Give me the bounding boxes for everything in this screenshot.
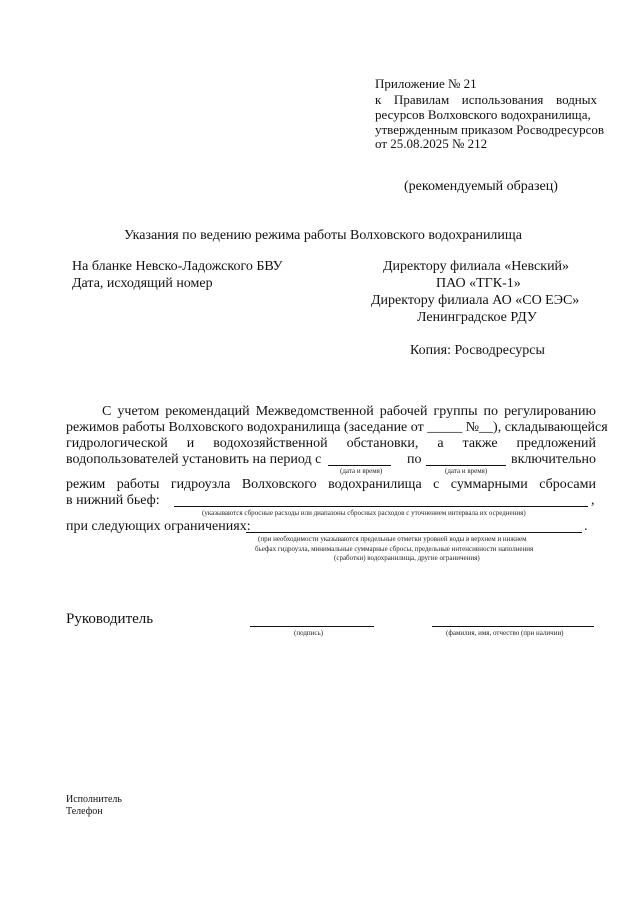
period-end-field[interactable]	[426, 465, 506, 466]
body-line-6: в нижний бьеф:	[66, 493, 160, 508]
phone-label: Телефон	[66, 806, 103, 817]
header-line-3: утвержденным приказом Росводресурсов	[375, 122, 604, 137]
constraints-hint-3: (сработки) водохранилища, другие ограничения)	[334, 554, 480, 562]
constraints-hint-1: (при необходимости указываются предельные отметки уровней воды в верхнем и нижнем	[258, 535, 527, 543]
recipient-line-1: Директору филиала «Невский»	[383, 259, 570, 274]
period-end-hint: (дата и время)	[445, 467, 488, 475]
header-line-4: от 25.08.2025 № 212	[375, 136, 488, 151]
discharge-hint: (указываются сбросные расходы или диапазоны сбросных расходов с уточнением интервала их осреднения)	[202, 509, 526, 517]
body-line-4-start: водопользователей установить на период с	[66, 452, 322, 467]
copy-recipient: Копия: Росводресурсы	[410, 343, 545, 358]
signature-hint: (подпись)	[294, 629, 324, 637]
constraints-hint-2: бьефах гидроузла, минимальные суммарные сбросы, предельные интенсивности наполнения	[255, 545, 534, 553]
executor-label: Исполнитель	[66, 794, 122, 805]
constraints-label: при следующих ограничениях:	[66, 519, 251, 534]
constraints-field[interactable]	[246, 532, 582, 533]
header-line-1: к Правилам использования водных	[375, 92, 597, 107]
recipient-line-4: Ленинградское РДУ	[417, 310, 537, 325]
sample-note: (рекомендуемый образец)	[404, 179, 558, 194]
signature-field[interactable]	[250, 626, 374, 627]
body-line-5: режим работы гидроузла Волховского водохранилища с суммарными сбросами	[66, 477, 596, 492]
body-line-1: С учетом рекомендаций Межведомственной рабочей группы по регулированию	[102, 404, 596, 419]
recipient-line-2: ПАО «ТГК-1»	[436, 276, 521, 291]
signer-role: Руководитель	[66, 611, 154, 627]
constraints-period: .	[584, 519, 588, 534]
name-field[interactable]	[432, 626, 594, 627]
body-line-3: гидрологической и водохозяйственной обстановки, а также предложений	[66, 436, 596, 451]
recipient-line-3: Директору филиала АО «СО ЕЭС»	[371, 293, 580, 308]
period-start-field[interactable]	[328, 465, 391, 466]
appendix-number: Приложение № 21	[375, 76, 477, 91]
sender-line-2: Дата, исходящий номер	[72, 276, 213, 291]
document-title: Указания по ведению режима работы Волховского водохранилища	[124, 228, 522, 243]
body-line-4-end: включительно	[511, 452, 597, 467]
header-line-2: ресурсов Волховского водохранилища,	[375, 107, 591, 122]
period-start-hint: (дата и время)	[340, 467, 383, 475]
name-hint: (фамилия, имя, отчество (при наличии)	[446, 629, 564, 637]
sender-line-1: На бланке Невско-Ладожского БВУ	[72, 259, 283, 274]
body-line-4-to: по	[407, 452, 422, 467]
body-line-2: режимов работы Волховского водохранилища (заседание от _____ №__), складывающейся	[66, 420, 608, 435]
discharge-comma: ,	[591, 493, 595, 508]
discharge-field[interactable]	[174, 506, 588, 507]
